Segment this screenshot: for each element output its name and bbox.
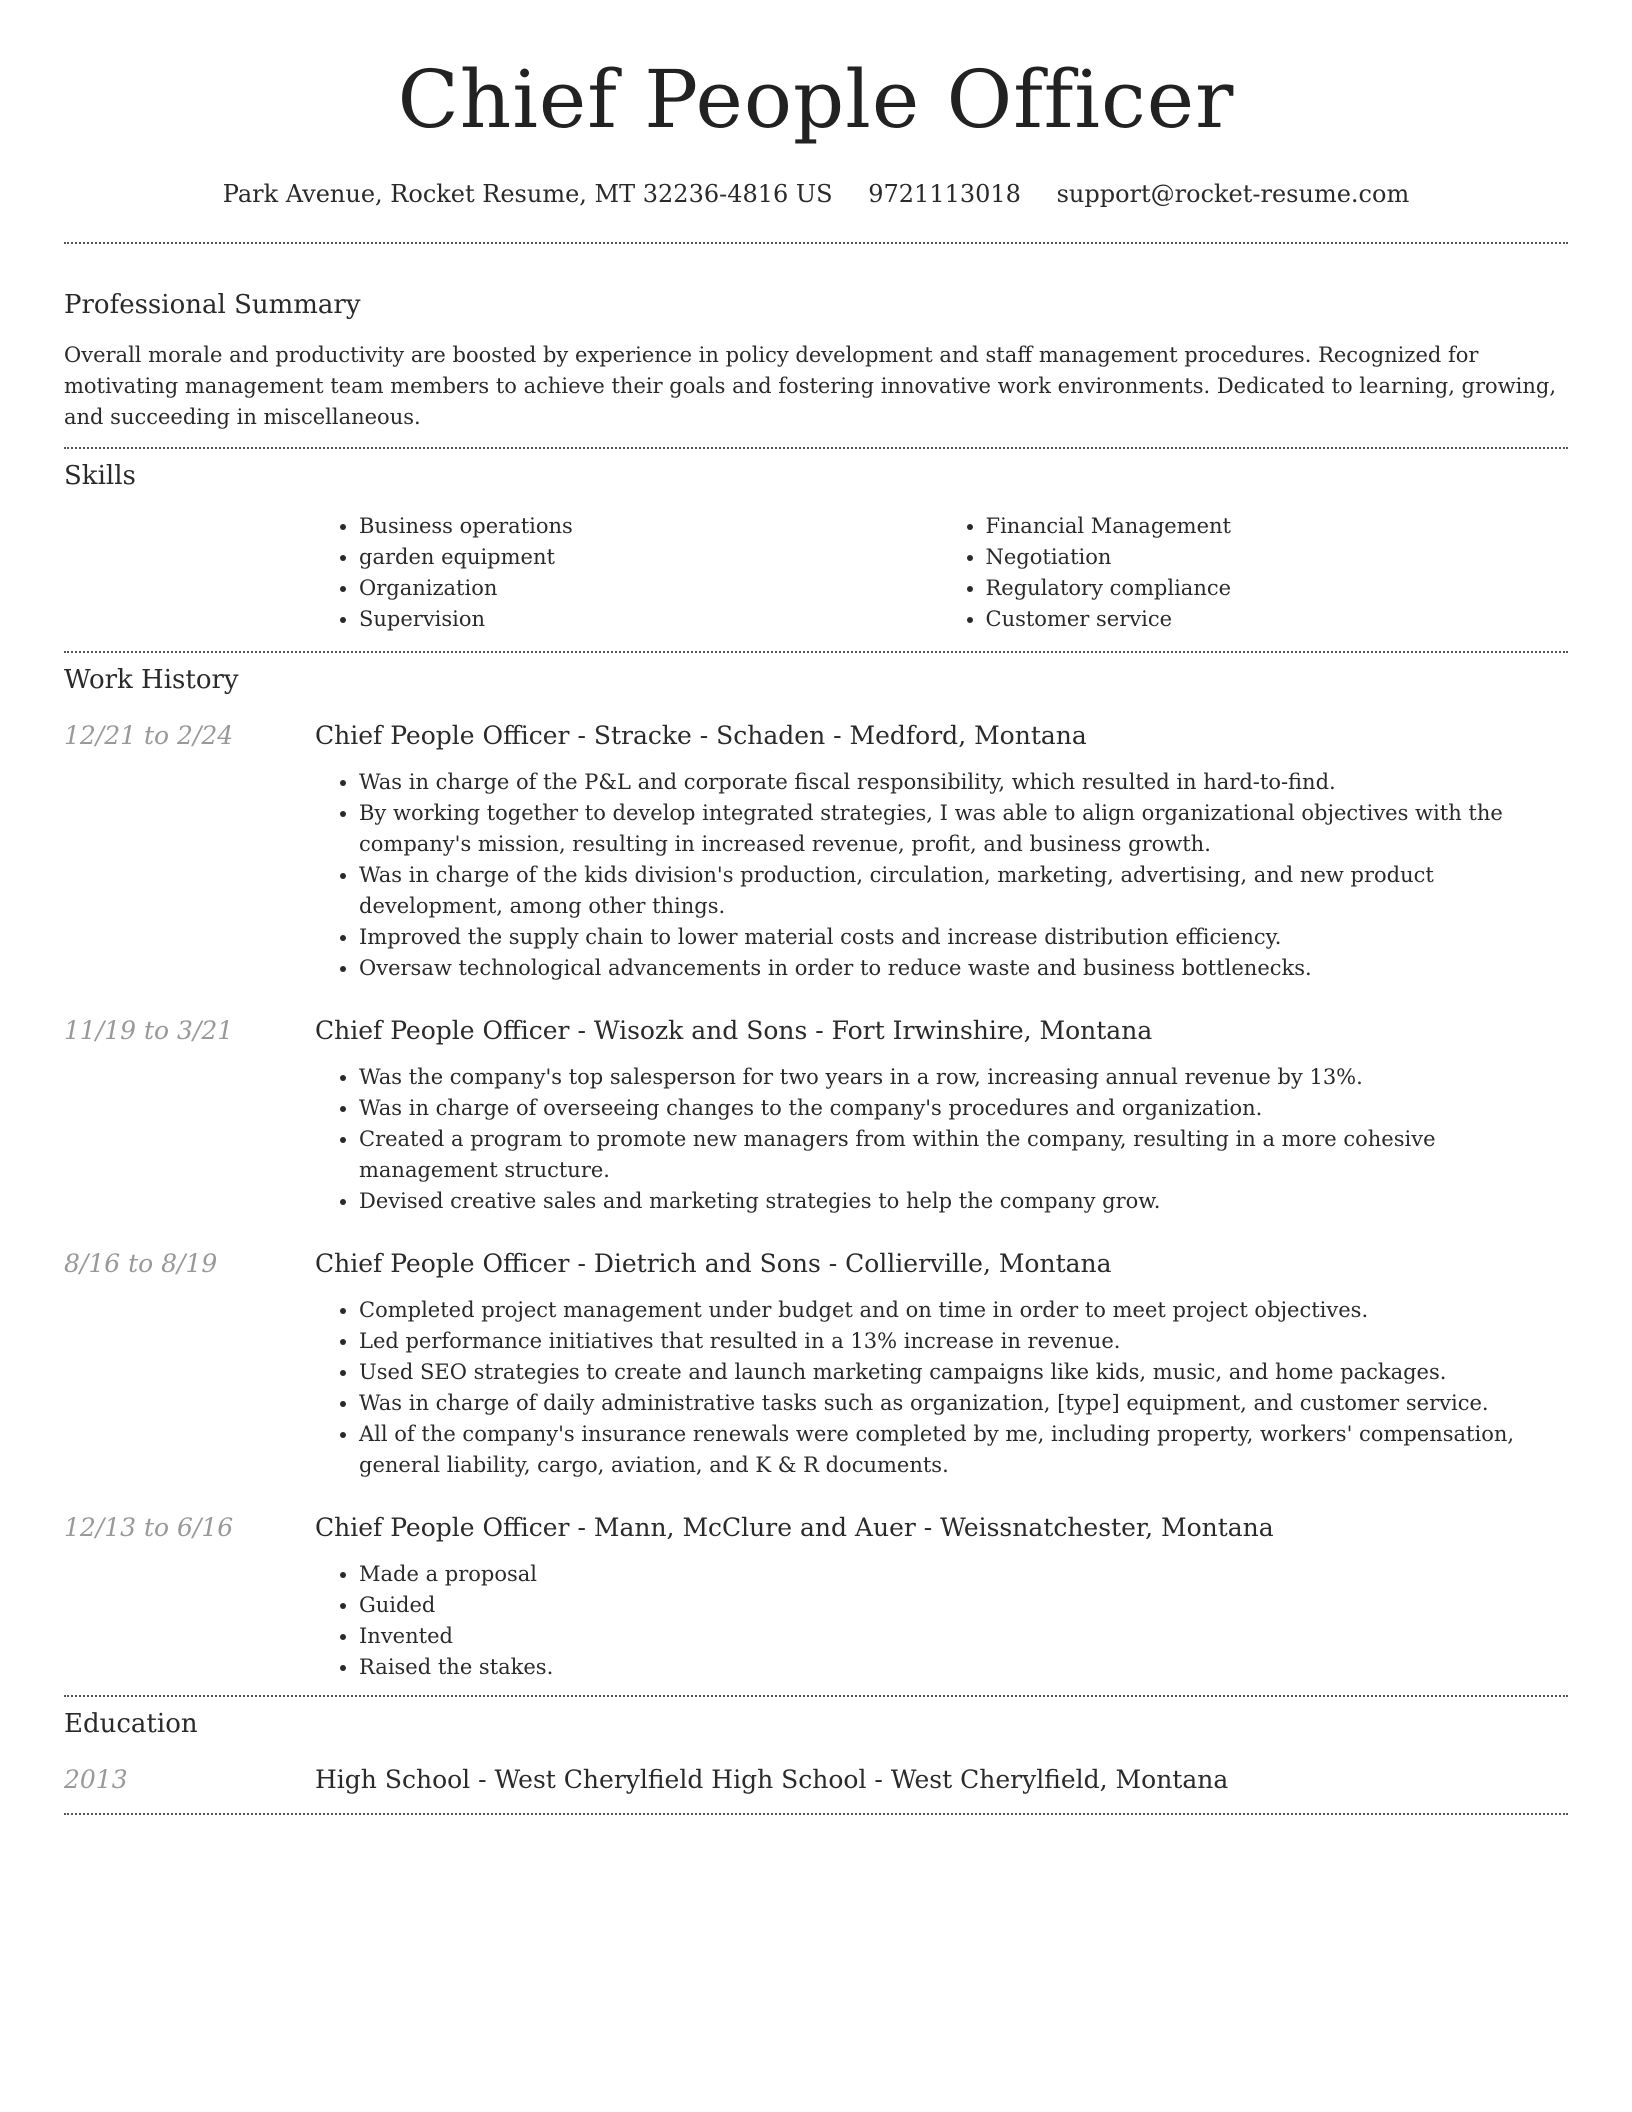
- skill-item: • Customer service: [986, 604, 1569, 635]
- job-bullet: • Raised the stakes.: [359, 1652, 1568, 1683]
- skills-section: [64, 459, 1568, 635]
- work-section: [64, 663, 1568, 1683]
- job-title: Chief People Officer - Wisozk and Sons - Fort Irwinshire, Montana: [315, 1016, 1153, 1045]
- divider: [64, 242, 1568, 244]
- job-bullet: • All of the company's insurance renewals were completed by me, including property, workers' compensation, general liability, cargo, aviation, and K & R documents.: [359, 1419, 1568, 1481]
- skills-list-right: [942, 511, 1569, 635]
- job-bullet: • Invented: [359, 1621, 1568, 1652]
- job-title: Chief People Officer - Stracke - Schaden - Medford, Montana: [315, 721, 1087, 750]
- job-entry: [64, 1511, 1568, 1683]
- contact-line: [64, 178, 1568, 210]
- job-entry: [64, 1247, 1568, 1481]
- education-section: [64, 1707, 1568, 1797]
- job-entry: [64, 719, 1568, 984]
- job-entry: [64, 1014, 1568, 1217]
- divider: [64, 651, 1568, 653]
- resume-name: Chief People Officer: [397, 53, 1235, 146]
- job-bullet: • Led performance initiatives that resulted in a 13% increase in revenue.: [359, 1326, 1568, 1357]
- skill-item: • Business operations: [359, 511, 942, 542]
- job-bullet: • Devised creative sales and marketing strategies to help the company grow.: [359, 1186, 1568, 1217]
- job-title: Chief People Officer - Mann, McClure and Auer - Weissnatchester, Montana: [315, 1513, 1274, 1542]
- job-bullet: • Created a program to promote new managers from within the company, resulting in a more cohesive management structure.: [359, 1124, 1568, 1186]
- job-bullet: • Was in charge of the P&L and corporate fiscal responsibility, which resulted in hard-to-find.: [359, 767, 1568, 798]
- education-entry: [64, 1763, 1568, 1797]
- job-bullet: • By working together to develop integrated strategies, I was able to align organizational objectives with the company's mission, resulting in increased revenue, profit, and business growth.: [359, 798, 1568, 860]
- summary-text: Overall morale and productivity are boosted by experience in policy development and staff management procedures. Recognized for motivating management team members to achieve their goals and fostering innovative work environments. Dedicated to learning, growing, and succeeding in miscellaneous.: [64, 343, 1557, 429]
- skill-item: • Organization: [359, 573, 942, 604]
- summary-section: [64, 288, 1568, 433]
- skill-item: • Regulatory compliance: [986, 573, 1569, 604]
- job-bullet: • Improved the supply chain to lower material costs and increase distribution efficiency.: [359, 922, 1568, 953]
- job-dates: 12/21 to 2/24: [64, 721, 234, 750]
- skill-item: • garden equipment: [359, 542, 942, 573]
- job-bullets: [315, 1295, 1568, 1481]
- contact-address: Park Avenue, Rocket Resume, MT 32236-4816 US: [222, 180, 833, 208]
- section-title-summary: Professional Summary: [64, 290, 361, 320]
- divider: [64, 1695, 1568, 1697]
- education-year: 2013: [64, 1765, 128, 1794]
- education-title: High School - West Cherylfield High School - West Cherylfield, Montana: [315, 1765, 1229, 1794]
- job-header: [64, 1014, 1568, 1048]
- job-bullets: [315, 767, 1568, 984]
- job-bullets: [315, 1559, 1568, 1683]
- contact-email: support@rocket-resume.com: [1056, 180, 1410, 208]
- job-bullet: • Completed project management under budget and on time in order to meet project objectives.: [359, 1295, 1568, 1326]
- job-bullet: • Was in charge of overseeing changes to the company's procedures and organization.: [359, 1093, 1568, 1124]
- section-title-education: Education: [64, 1709, 198, 1739]
- skill-item: • Negotiation: [986, 542, 1569, 573]
- divider: [64, 447, 1568, 449]
- job-bullets: [315, 1062, 1568, 1217]
- job-bullet: • Was in charge of daily administrative tasks such as organization, [type] equipment, and customer service.: [359, 1388, 1568, 1419]
- job-header: [64, 719, 1568, 753]
- job-dates: 12/13 to 6/16: [64, 1513, 234, 1542]
- job-title: Chief People Officer - Dietrich and Sons - Collierville, Montana: [315, 1249, 1112, 1278]
- job-bullet: • Was in charge of the kids division's production, circulation, marketing, advertising, and new product development, among other things.: [359, 860, 1568, 922]
- section-title-skills: Skills: [64, 461, 136, 491]
- contact-phone: 9721113018: [868, 180, 1021, 208]
- job-bullet: • Was the company's top salesperson for two years in a row, increasing annual revenue by 13%.: [359, 1062, 1568, 1093]
- skill-item: • Financial Management: [986, 511, 1569, 542]
- skill-item: • Supervision: [359, 604, 942, 635]
- skills-grid: [315, 511, 1568, 635]
- divider: [64, 1813, 1568, 1815]
- job-bullet: • Oversaw technological advancements in order to reduce waste and business bottlenecks.: [359, 953, 1568, 984]
- job-bullet: • Made a proposal: [359, 1559, 1568, 1590]
- job-bullet: • Used SEO strategies to create and launch marketing campaigns like kids, music, and home packages.: [359, 1357, 1568, 1388]
- skills-list-left: [315, 511, 942, 635]
- job-dates: 8/16 to 8/19: [64, 1249, 218, 1278]
- job-header: [64, 1511, 1568, 1545]
- job-dates: 11/19 to 3/21: [64, 1016, 234, 1045]
- section-title-work: Work History: [64, 665, 239, 695]
- job-header: [64, 1247, 1568, 1281]
- job-bullet: • Guided: [359, 1590, 1568, 1621]
